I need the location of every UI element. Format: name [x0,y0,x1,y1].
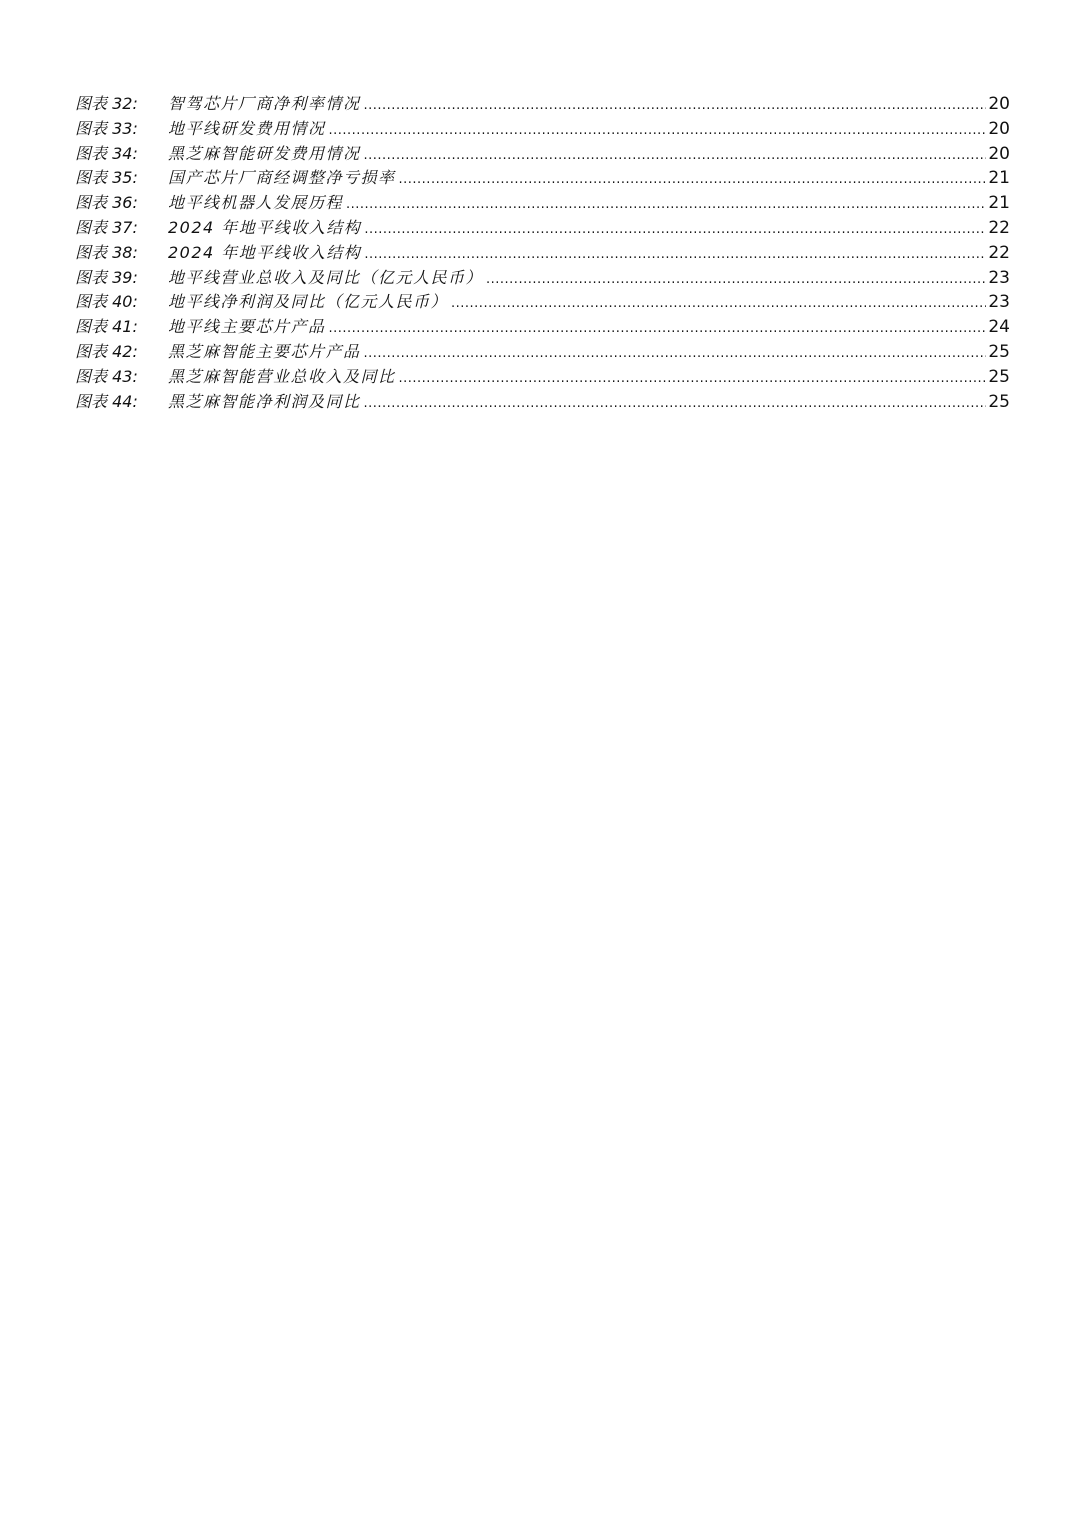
toc-entry[interactable] [75,266,1010,291]
page-number: 25 [988,391,1010,412]
page-number: 20 [988,118,1010,139]
toc-entry[interactable] [75,216,1010,241]
figure-number: 图表 41: [75,317,138,337]
figure-number: 图表 40: [75,292,138,312]
figure-number: 图表 43: [75,366,138,386]
toc-entry[interactable] [75,390,1010,415]
figure-title: 智驾芯片厂商净利率情况 [168,94,361,113]
page-number: 22 [988,242,1010,263]
page-number: 20 [988,94,1010,114]
toc-entry[interactable] [75,191,1010,216]
page-number: 24 [988,317,1010,338]
figure-number: 图表 44: [75,391,138,411]
dot-leader [451,292,986,317]
dot-leader [364,218,986,243]
dot-leader [346,193,986,218]
page-number: 23 [988,267,1010,288]
figure-title: 国产芯片厂商经调整净亏损率 [168,168,396,188]
figure-title: 地平线机器人发展历程 [168,193,344,213]
figure-number: 图表 34: [75,143,138,163]
figure-number: 图表 39: [75,267,138,287]
page-number: 22 [988,217,1010,238]
figure-title: 地平线主要芯片产品 [168,317,326,337]
dot-leader [329,317,987,342]
toc-entry[interactable] [75,365,1010,390]
page-number: 25 [988,341,1010,362]
page-number: 20 [988,143,1010,164]
figure-title: 地平线营业总收入及同比（亿元人民币） [168,267,484,287]
toc-entry[interactable] [75,315,1010,340]
figure-number: 图表 32: [75,94,138,113]
dot-leader [486,268,986,293]
figure-title: 黑芝麻智能研发费用情况 [168,143,361,163]
dot-leader [399,367,987,392]
figure-number: 图表 37: [75,217,138,237]
figure-title: 黑芝麻智能主要芯片产品 [168,341,361,361]
figure-title: 2024 年地平线收入结构 [168,242,362,262]
figure-title: 黑芝麻智能净利润及同比 [168,391,361,411]
toc-entry[interactable] [75,92,1010,117]
dot-leader [364,94,987,119]
figure-title: 地平线研发费用情况 [168,118,326,138]
figure-number: 图表 35: [75,168,138,188]
toc-entry[interactable] [75,166,1010,191]
dot-leader [364,392,987,417]
page-number: 25 [988,366,1010,387]
toc-entry[interactable] [75,117,1010,142]
toc-entry[interactable] [75,142,1010,167]
table-of-figures [75,92,1010,414]
dot-leader [399,168,987,193]
figure-title: 地平线净利润及同比（亿元人民币） [168,292,449,312]
toc-entry[interactable] [75,340,1010,365]
toc-entry[interactable] [75,241,1010,266]
figure-number: 图表 42: [75,341,138,361]
page-number: 21 [988,168,1010,189]
toc-entry[interactable] [75,290,1010,315]
dot-leader [364,144,987,169]
figure-title: 黑芝麻智能营业总收入及同比 [168,366,396,386]
dot-leader [364,342,987,367]
dot-leader [364,243,986,268]
figure-number: 图表 33: [75,118,138,138]
page-number: 23 [988,292,1010,313]
figure-title: 2024 年地平线收入结构 [168,217,362,237]
page-number: 21 [988,193,1010,214]
figure-number: 图表 36: [75,193,138,213]
dot-leader [329,119,987,144]
figure-number: 图表 38: [75,242,138,262]
